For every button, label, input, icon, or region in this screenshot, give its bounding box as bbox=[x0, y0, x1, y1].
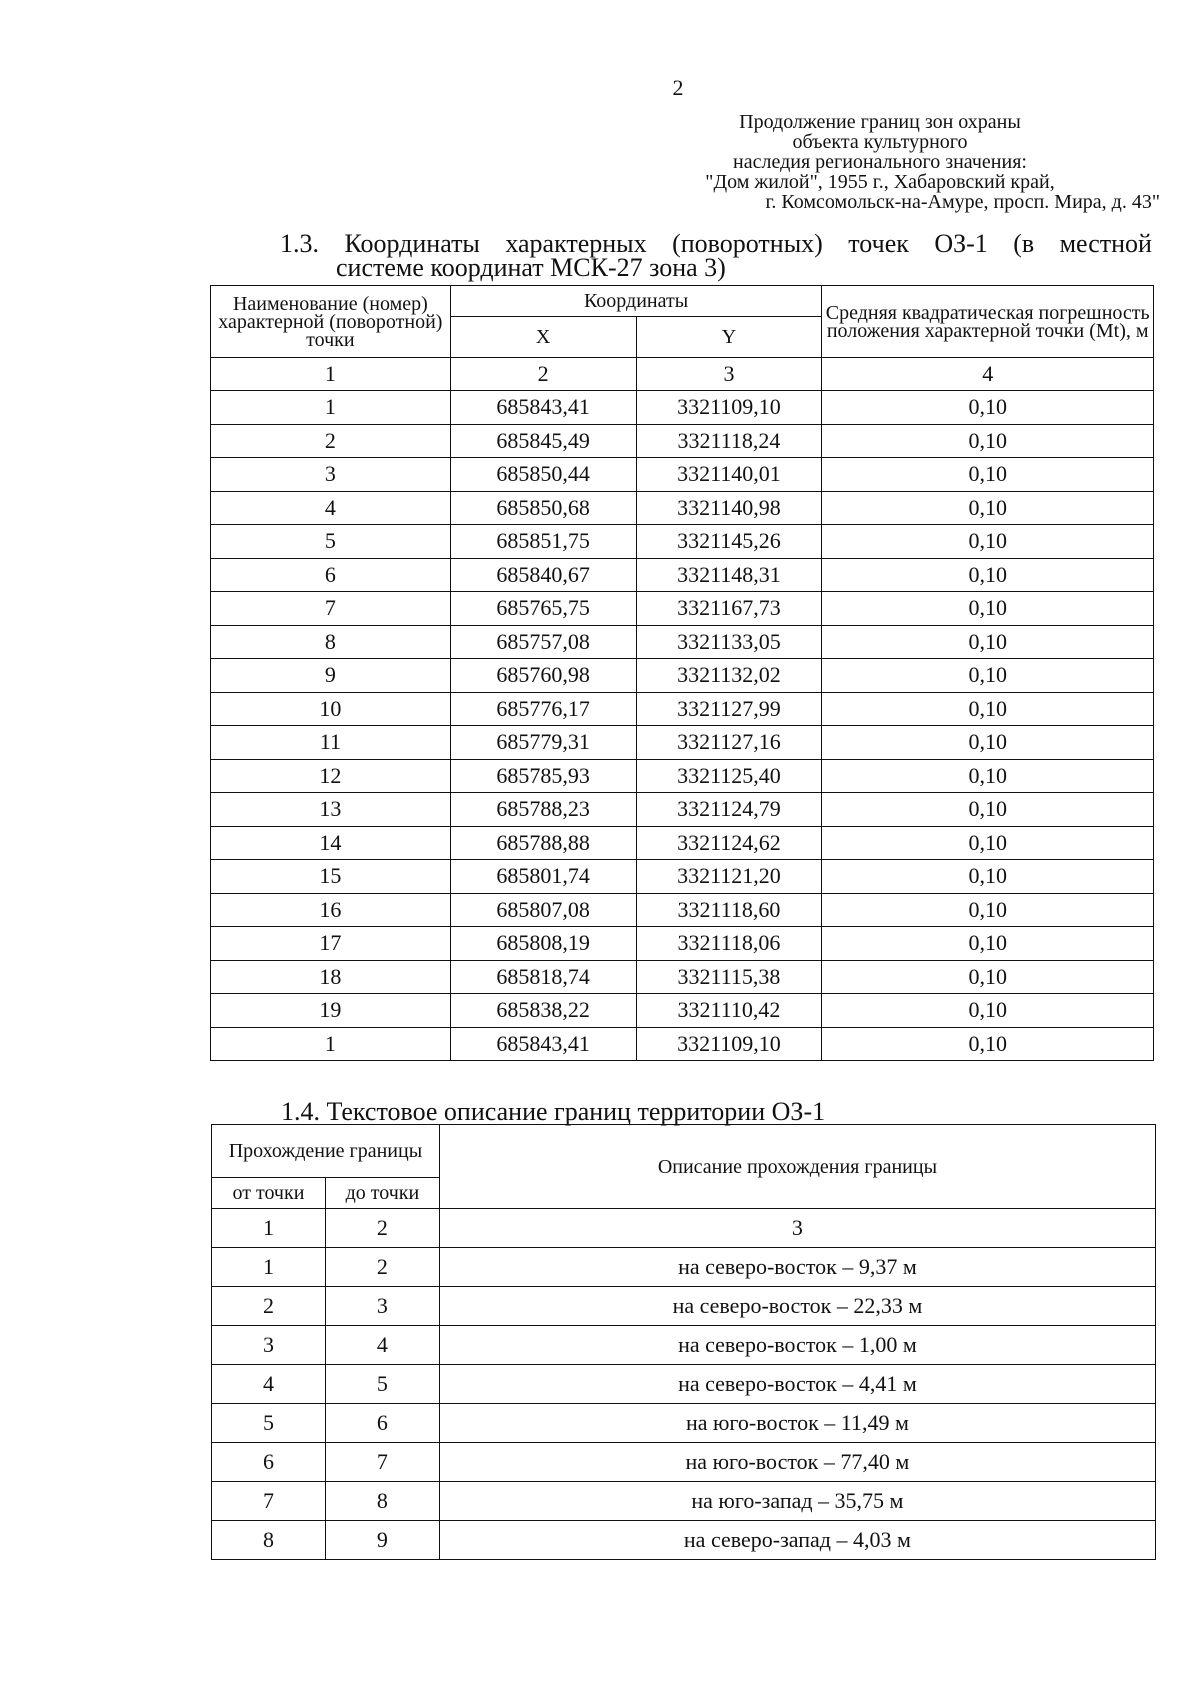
title-word: местной bbox=[1059, 229, 1152, 258]
point-number-cell: 14 bbox=[211, 826, 451, 860]
title-word: (поворотных) bbox=[672, 229, 823, 258]
column-number-row bbox=[212, 1209, 1156, 1248]
table-row bbox=[211, 1027, 1154, 1061]
mean-square-error-cell: 0,10 bbox=[822, 927, 1154, 961]
y-coordinate-cell: 3321133,05 bbox=[636, 625, 822, 659]
table-row bbox=[211, 793, 1154, 827]
point-number-cell: 9 bbox=[211, 659, 451, 693]
table-row bbox=[211, 391, 1154, 425]
table-row bbox=[212, 1404, 1156, 1443]
x-coordinate-cell: 685757,08 bbox=[450, 625, 636, 659]
table-row bbox=[211, 960, 1154, 994]
header-to-point: до точки bbox=[325, 1178, 439, 1209]
to-point-cell: 8 bbox=[325, 1482, 439, 1521]
mean-square-error-cell: 0,10 bbox=[822, 692, 1154, 726]
column-number: 2 bbox=[450, 358, 636, 391]
section-13-title-line-2: системе координат МСК-27 зона 3) bbox=[336, 253, 726, 282]
title-word: характерных bbox=[505, 229, 647, 258]
from-point-cell: 3 bbox=[212, 1326, 326, 1365]
boundary-description-cell: на северо-восток – 9,37 м bbox=[439, 1248, 1155, 1287]
x-coordinate-cell: 685838,22 bbox=[450, 994, 636, 1028]
header-boundary-passage: Прохождение границы bbox=[212, 1125, 440, 1178]
mean-square-error-cell: 0,10 bbox=[822, 759, 1154, 793]
x-coordinate-cell: 685788,88 bbox=[450, 826, 636, 860]
y-coordinate-cell: 3321140,01 bbox=[636, 458, 822, 492]
title-word: 1.3. bbox=[280, 229, 319, 258]
column-number: 1 bbox=[211, 358, 451, 391]
table-row bbox=[211, 592, 1154, 626]
to-point-cell: 9 bbox=[325, 1521, 439, 1560]
to-point-cell: 4 bbox=[325, 1326, 439, 1365]
x-coordinate-cell: 685851,75 bbox=[450, 525, 636, 559]
column-number-row bbox=[211, 358, 1154, 391]
x-coordinate-cell: 685807,08 bbox=[450, 893, 636, 927]
title-word: (в bbox=[1013, 229, 1035, 258]
x-coordinate-cell: 685788,23 bbox=[450, 793, 636, 827]
boundary-description-cell: на юго-восток – 11,49 м bbox=[439, 1404, 1155, 1443]
table-row bbox=[212, 1287, 1156, 1326]
header-line-1: Продолжение границ зон охраны bbox=[739, 111, 1021, 133]
y-coordinate-cell: 3321124,79 bbox=[636, 793, 822, 827]
from-point-cell: 6 bbox=[212, 1443, 326, 1482]
column-number: 3 bbox=[636, 358, 822, 391]
point-number-cell: 17 bbox=[211, 927, 451, 961]
table-row bbox=[211, 491, 1154, 525]
section-14-title: 1.4. Текстовое описание границ территории ОЗ-1 bbox=[281, 1097, 826, 1126]
x-coordinate-cell: 685840,67 bbox=[450, 558, 636, 592]
table-row bbox=[211, 659, 1154, 693]
x-coordinate-cell: 685801,74 bbox=[450, 860, 636, 894]
to-point-cell: 7 bbox=[325, 1443, 439, 1482]
header-line-5: г. Комсомольск-на-Амуре, просп. Мира, д. 43" bbox=[765, 191, 1160, 213]
title-word: ОЗ-1 bbox=[934, 229, 988, 258]
from-point-cell: 2 bbox=[212, 1287, 326, 1326]
title-word: Координаты bbox=[344, 229, 480, 258]
boundary-description-cell: на северо-восток – 4,41 м bbox=[439, 1365, 1155, 1404]
point-number-cell: 6 bbox=[211, 558, 451, 592]
y-coordinate-cell: 3321132,02 bbox=[636, 659, 822, 693]
mean-square-error-cell: 0,10 bbox=[822, 726, 1154, 760]
y-coordinate-cell: 3321124,62 bbox=[636, 826, 822, 860]
mean-square-error-cell: 0,10 bbox=[822, 558, 1154, 592]
section-13-title bbox=[280, 229, 1152, 282]
mean-square-error-cell: 0,10 bbox=[822, 1027, 1154, 1061]
x-coordinate-cell: 685845,49 bbox=[450, 424, 636, 458]
mean-square-error-cell: 0,10 bbox=[822, 391, 1154, 425]
mean-square-error-cell: 0,10 bbox=[822, 424, 1154, 458]
x-coordinate-cell: 685776,17 bbox=[450, 692, 636, 726]
coordinates-table bbox=[210, 285, 1154, 1061]
point-number-cell: 3 bbox=[211, 458, 451, 492]
table-row bbox=[212, 1443, 1156, 1482]
page-number: 2 bbox=[672, 75, 684, 100]
y-coordinate-cell: 3321148,31 bbox=[636, 558, 822, 592]
point-number-cell: 19 bbox=[211, 994, 451, 1028]
table-row bbox=[212, 1365, 1156, 1404]
y-coordinate-cell: 3321125,40 bbox=[636, 759, 822, 793]
table-row bbox=[211, 558, 1154, 592]
mean-square-error-cell: 0,10 bbox=[822, 491, 1154, 525]
x-coordinate-cell: 685808,19 bbox=[450, 927, 636, 961]
boundary-description-cell: на северо-запад – 4,03 м bbox=[439, 1521, 1155, 1560]
mean-square-error-cell: 0,10 bbox=[822, 458, 1154, 492]
mean-square-error-cell: 0,10 bbox=[822, 793, 1154, 827]
table-row bbox=[211, 726, 1154, 760]
table-row bbox=[212, 1248, 1156, 1287]
header-line-4: "Дом жилой", 1955 г., Хабаровский край, bbox=[705, 171, 1055, 193]
table-row bbox=[211, 893, 1154, 927]
header-coordinates: Координаты bbox=[450, 286, 822, 317]
point-number-cell: 2 bbox=[211, 424, 451, 458]
header-y: Y bbox=[636, 317, 822, 358]
point-number-cell: 1 bbox=[211, 391, 451, 425]
table-row bbox=[211, 692, 1154, 726]
table-row bbox=[211, 424, 1154, 458]
from-point-cell: 7 bbox=[212, 1482, 326, 1521]
from-point-cell: 8 bbox=[212, 1521, 326, 1560]
boundary-description-cell: на юго-восток – 77,40 м bbox=[439, 1443, 1155, 1482]
table-row bbox=[211, 860, 1154, 894]
to-point-cell: 3 bbox=[325, 1287, 439, 1326]
table-row bbox=[211, 826, 1154, 860]
column-number: 1 bbox=[212, 1209, 326, 1248]
header-from-point: от точки bbox=[212, 1178, 326, 1209]
mean-square-error-cell: 0,10 bbox=[822, 860, 1154, 894]
column-number: 2 bbox=[325, 1209, 439, 1248]
header-x: X bbox=[450, 317, 636, 358]
x-coordinate-cell: 685779,31 bbox=[450, 726, 636, 760]
header-mean-square-error: Средняя квадратическая погрешность положения характерной точки (Mt), м bbox=[822, 286, 1154, 358]
table-row bbox=[212, 1482, 1156, 1521]
y-coordinate-cell: 3321145,26 bbox=[636, 525, 822, 559]
boundary-description-cell: на северо-восток – 22,33 м bbox=[439, 1287, 1155, 1326]
column-number: 3 bbox=[439, 1209, 1155, 1248]
mean-square-error-cell: 0,10 bbox=[822, 525, 1154, 559]
table-row bbox=[211, 525, 1154, 559]
boundary-description-cell: на юго-запад – 35,75 м bbox=[439, 1482, 1155, 1521]
point-number-cell: 18 bbox=[211, 960, 451, 994]
point-number-cell: 5 bbox=[211, 525, 451, 559]
y-coordinate-cell: 3321118,60 bbox=[636, 893, 822, 927]
point-number-cell: 15 bbox=[211, 860, 451, 894]
mean-square-error-cell: 0,10 bbox=[822, 592, 1154, 626]
y-coordinate-cell: 3321118,24 bbox=[636, 424, 822, 458]
to-point-cell: 6 bbox=[325, 1404, 439, 1443]
x-coordinate-cell: 685760,98 bbox=[450, 659, 636, 693]
y-coordinate-cell: 3321127,16 bbox=[636, 726, 822, 760]
y-coordinate-cell: 3321115,38 bbox=[636, 960, 822, 994]
point-number-cell: 11 bbox=[211, 726, 451, 760]
x-coordinate-cell: 685843,41 bbox=[450, 391, 636, 425]
x-coordinate-cell: 685850,68 bbox=[450, 491, 636, 525]
point-number-cell: 12 bbox=[211, 759, 451, 793]
y-coordinate-cell: 3321140,98 bbox=[636, 491, 822, 525]
table-row bbox=[211, 994, 1154, 1028]
table-row bbox=[212, 1326, 1156, 1365]
point-number-cell: 4 bbox=[211, 491, 451, 525]
mean-square-error-cell: 0,10 bbox=[822, 960, 1154, 994]
table-row bbox=[211, 625, 1154, 659]
mean-square-error-cell: 0,10 bbox=[822, 659, 1154, 693]
from-point-cell: 1 bbox=[212, 1248, 326, 1287]
y-coordinate-cell: 3321127,99 bbox=[636, 692, 822, 726]
from-point-cell: 5 bbox=[212, 1404, 326, 1443]
x-coordinate-cell: 685843,41 bbox=[450, 1027, 636, 1061]
y-coordinate-cell: 3321110,42 bbox=[636, 994, 822, 1028]
mean-square-error-cell: 0,10 bbox=[822, 994, 1154, 1028]
column-number: 4 bbox=[822, 358, 1154, 391]
table-row bbox=[211, 759, 1154, 793]
boundary-description-cell: на северо-восток – 1,00 м bbox=[439, 1326, 1155, 1365]
table-row bbox=[211, 927, 1154, 961]
header-description: Описание прохождения границы bbox=[439, 1125, 1155, 1209]
to-point-cell: 5 bbox=[325, 1365, 439, 1404]
boundary-description-table bbox=[211, 1124, 1156, 1560]
from-point-cell: 4 bbox=[212, 1365, 326, 1404]
x-coordinate-cell: 685785,93 bbox=[450, 759, 636, 793]
mean-square-error-cell: 0,10 bbox=[822, 625, 1154, 659]
y-coordinate-cell: 3321121,20 bbox=[636, 860, 822, 894]
x-coordinate-cell: 685850,44 bbox=[450, 458, 636, 492]
y-coordinate-cell: 3321167,73 bbox=[636, 592, 822, 626]
y-coordinate-cell: 3321109,10 bbox=[636, 1027, 822, 1061]
header-point-name: Наименование (номер) характерной (поворотной) точки bbox=[211, 286, 451, 358]
point-number-cell: 10 bbox=[211, 692, 451, 726]
x-coordinate-cell: 685818,74 bbox=[450, 960, 636, 994]
point-number-cell: 8 bbox=[211, 625, 451, 659]
document-header bbox=[600, 112, 1160, 212]
to-point-cell: 2 bbox=[325, 1248, 439, 1287]
table-row bbox=[211, 458, 1154, 492]
x-coordinate-cell: 685765,75 bbox=[450, 592, 636, 626]
header-line-3: наследия регионального значения: bbox=[733, 151, 1027, 173]
point-number-cell: 13 bbox=[211, 793, 451, 827]
title-word: точек bbox=[848, 229, 909, 258]
point-number-cell: 1 bbox=[211, 1027, 451, 1061]
mean-square-error-cell: 0,10 bbox=[822, 893, 1154, 927]
point-number-cell: 16 bbox=[211, 893, 451, 927]
mean-square-error-cell: 0,10 bbox=[822, 826, 1154, 860]
point-number-cell: 7 bbox=[211, 592, 451, 626]
y-coordinate-cell: 3321109,10 bbox=[636, 391, 822, 425]
header-line-2: объекта культурного bbox=[792, 131, 968, 153]
table-row bbox=[212, 1521, 1156, 1560]
y-coordinate-cell: 3321118,06 bbox=[636, 927, 822, 961]
